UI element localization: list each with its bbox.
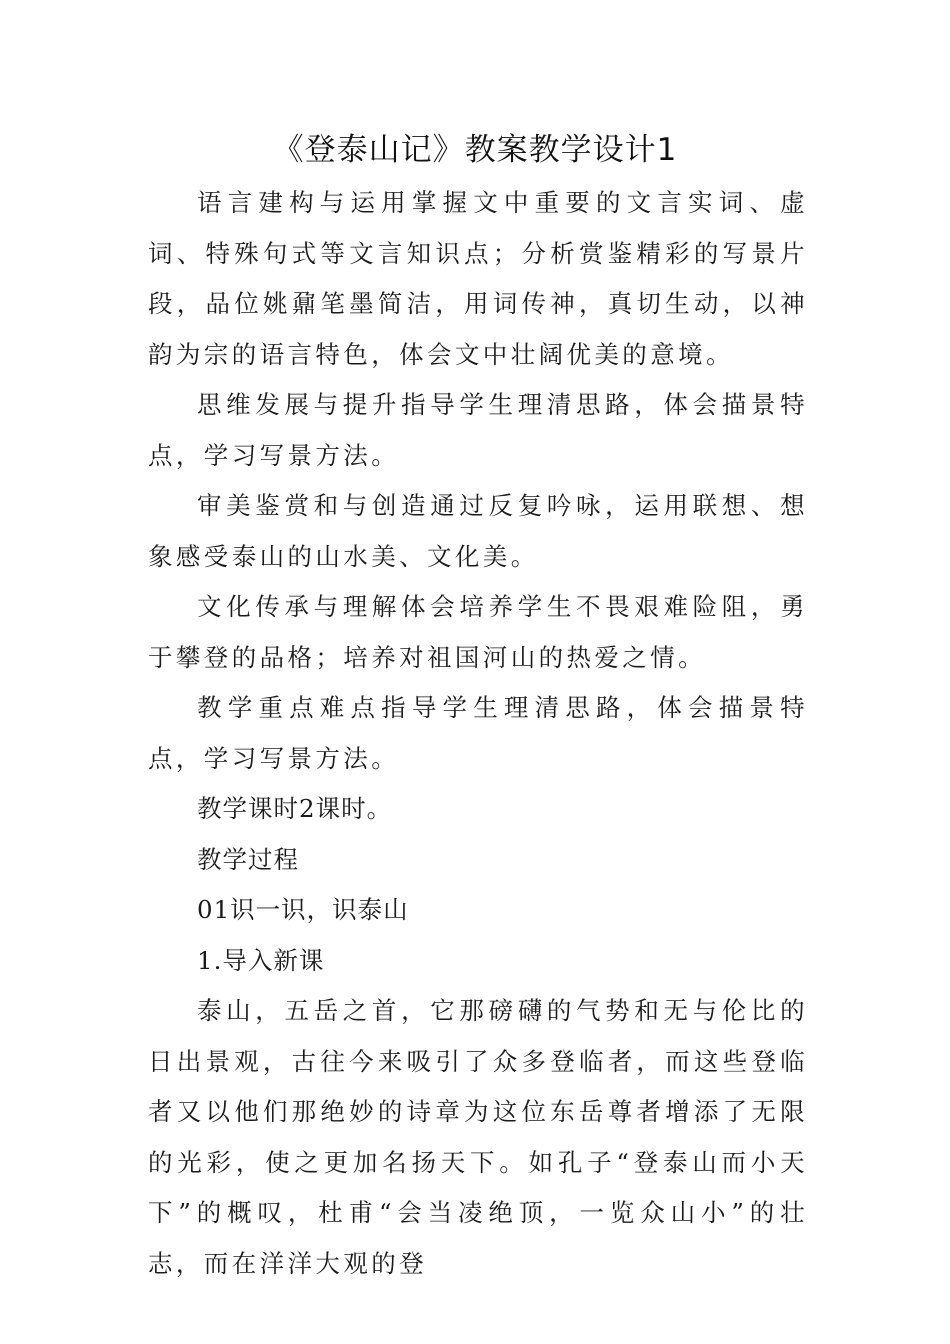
heading-introduction: 1.导入新课 <box>197 945 325 975</box>
heading-section-01: 01识一识，识泰山 <box>197 895 409 924</box>
document-body <box>148 178 808 1289</box>
document-title: 《登泰山记》教案教学设计1 <box>272 132 678 168</box>
paragraph-aesthetic-appreciation: 审美鉴赏和与创造通过反复吟咏，运用联想、想象感受泰山的山水美、文化美。 <box>148 491 808 571</box>
paragraph-class-hours: 教学课时2课时。 <box>197 794 393 823</box>
paragraph-language-construction: 语言建构与运用掌握文中重要的文言实词、虚词、特殊句式等文言知识点；分析赏鉴精彩的写景片段，品位姚鼐笔墨简洁，用词传神，真切生动，以神韵为宗的语言特色，体会文中壮阔优美的意境。 <box>148 188 808 369</box>
paragraph-thinking-development: 思维发展与提升指导学生理清思路，体会描景特点，学习写景方法。 <box>148 390 808 470</box>
paragraph-cultural-heritage: 文化传承与理解体会培养学生不畏艰难险阻，勇于攀登的品格；培养对祖国河山的热爱之情。 <box>148 592 808 672</box>
paragraph-mount-tai-intro: 泰山，五岳之首，它那磅礴的气势和无与伦比的日出景观，古往今来吸引了众多登临者，而这些登临者又以他们那绝妙的诗章为这位东岳尊者增添了无限的光彩，使之更加名扬天下。如孔子“登泰山而小天下”的概叹，杜甫“会当凌绝顶，一览众山小”的壮志，而在洋洋大观的登 <box>148 996 808 1278</box>
paragraph-key-difficulties: 教学重点难点指导学生理清思路，体会描景特点，学习写景方法。 <box>148 693 808 773</box>
heading-teaching-process: 教学过程 <box>197 844 299 874</box>
